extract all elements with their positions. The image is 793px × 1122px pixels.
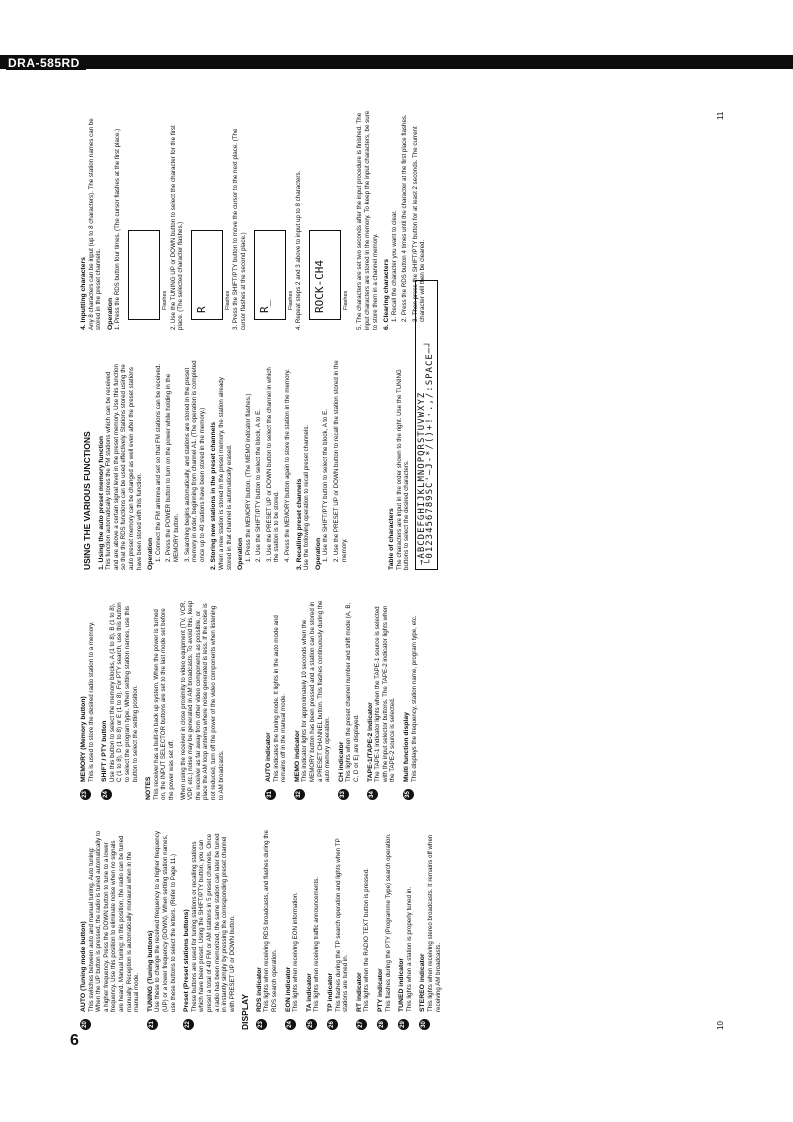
column-3 — [80, 340, 438, 570]
char-row-2: └0123456789SC'–J-*/()+!·.,/:SPACE─┘ — [424, 340, 435, 565]
list-item — [80, 830, 141, 1030]
step-line: 1. Press the MEMORY button. (The MEMO indicator flashes.) — [244, 393, 252, 562]
s1-title: 1. Using the auto preset memory function — [97, 435, 105, 570]
display-box — [128, 230, 160, 320]
s3-title: 3. Recalling preset channels — [295, 478, 303, 570]
step-line: 3. Then press the SHIFT/PTY button for at least 2 seconds. The current character will then be cleared. — [411, 126, 427, 322]
step-line: 2. Use the SHIFT/PTY button to select the block, A to E. — [255, 409, 263, 562]
char-row-1: →ABCDEFGHIJKLMNOPQRSTUVWXYZ — [417, 391, 427, 565]
list-item — [285, 830, 300, 1030]
item-text: This lights when the preset channel number and shift mode (A, B, C, D or E) are displayed. — [345, 602, 361, 782]
list-item — [338, 600, 361, 800]
functions-title: USING THE VARIOUS FUNCTIONS — [82, 431, 92, 570]
item-text: This lights when receiving RDS broadcasts, and flashes during the RDS search operation. — [263, 830, 279, 1012]
item-text: This lights when the RADIO TEXT button is pressed. — [363, 868, 371, 1012]
page-number: 6 — [70, 1032, 79, 1049]
item-title: AUTO (Tuning mode button) — [80, 921, 87, 1012]
step-line: 3. Use the PRESET UP or DOWN button to select the channel in which the station is to be stored. — [265, 367, 281, 562]
list-item — [377, 830, 392, 1030]
item-text: Use these to change the received frequency to a higher frequency (UP) or a lower frequency (DOWN). When setting station names, use these buttons to select the letters. (Refer to Page 11.) — [154, 831, 177, 1012]
list-item — [398, 830, 413, 1030]
item-title: TP indicator — [327, 972, 335, 1012]
op-title-4: Operation — [106, 297, 114, 330]
s2-title: 2. Storing new stations in the preset channels — [210, 421, 218, 570]
flashes-label: Flashes — [287, 290, 294, 310]
number-bullet: 34 — [367, 789, 378, 800]
op-title-3: Operation — [314, 537, 322, 570]
number-bullet: 31 — [265, 789, 276, 800]
number-bullet: 23 — [256, 1019, 267, 1030]
number-bullet: 25 — [306, 1019, 317, 1030]
number-bullet: 27 — [356, 1019, 367, 1030]
number-bullet: 26 — [327, 1019, 338, 1030]
item-text: This lights when receiving traffic announcements. — [313, 876, 321, 1012]
list-item — [419, 830, 442, 1030]
list-item — [306, 830, 321, 1030]
flashes-label: Flashes — [224, 290, 231, 310]
step-line: 2. Press the POWER button to turn on the power while holding in the MEMORY button. — [165, 373, 180, 562]
display-box — [191, 230, 223, 320]
number-bullet: 29 — [398, 1019, 409, 1030]
s4-text: Any 8 characters can be input (up to 8 characters). The station names can be stored in the preset channels. — [87, 118, 103, 330]
s5-text: 5. The characters are set two seconds after the input procedure is finished. The input characters are stored in the memory. To keep the input characters, be sure to store them in a channel memory. — [356, 110, 379, 330]
step-line: 3. Searching begins automatically, and stations are stored in the preset memory in order, beginning from channel A1. (The operation is completed once up to 40 stations have been stored in the memory.) — [183, 360, 206, 562]
list-item — [403, 600, 418, 800]
item-title: AUTO indicator — [265, 732, 273, 782]
number-bullet: 28 — [377, 1019, 388, 1030]
header-bar — [0, 55, 793, 69]
flashes-label: Flashes — [342, 290, 349, 310]
display-box — [254, 230, 286, 320]
item-text: This lights when a station is properly tuned in. — [405, 886, 413, 1012]
step-line: 2. Use the TUNING UP or DOWN button to select the character for the first place. (The selected character flashes.) — [169, 125, 185, 330]
item-title: TA indicator — [305, 973, 313, 1012]
display-text: ROCK-CH4 — [312, 260, 326, 313]
item-text: This lights when receiving stereo broadcasts. It remains off when receiving AM broadcasts. — [426, 834, 442, 1012]
item-text: This displays the frequency, station name, program type, etc. — [410, 615, 418, 782]
item-text: This is used to store the desired radio station to a memory. — [87, 621, 95, 782]
item-text: This indicates the tuning mode. It lights in the auto mode and remains off in the manual mode. — [272, 615, 288, 782]
display-title: DISPLAY — [240, 993, 251, 1030]
column-2 — [80, 600, 424, 800]
item-title: EON indicator — [284, 966, 292, 1012]
number-bullet: 20 — [80, 1019, 91, 1030]
number-bullet: 22 — [183, 1019, 194, 1030]
number-bullet: 24 — [285, 1019, 296, 1030]
item-title: TUNING (Tuning buttons) — [146, 930, 154, 1012]
item-title: MEMO indicator — [293, 730, 301, 782]
number-bullet: 30 — [419, 1019, 430, 1030]
s4-title: 4. Inputting characters — [80, 257, 87, 330]
item-title: RT indicator — [355, 972, 363, 1012]
s2-text: When a new station is stored in the preset memory, the station already stored in that channel is automatically erased. — [217, 377, 233, 570]
table-title: Table of characters — [388, 508, 396, 570]
note-text: When using the receiver in close proximity to video equipment (TV, VCR, VDP, etc.) noise may be generated in AM broadcasts. To avoid this, keep the receiver as far away from other video components as possible, or place the AM loop antenna where noise generated is less. If the noise is not reduced, turn off the power of the video components when listening to AM broadcasts. — [179, 600, 225, 800]
model-title: DRA-585RD — [6, 56, 86, 70]
number-bullet: 35 — [403, 789, 414, 800]
s6-title: 6. Clearing characters — [383, 258, 391, 330]
number-bullet: 21 — [147, 1019, 158, 1030]
note-text: This receiver has a built-in back up system. When the power is turned on, the INPUT SELECTOR buttons are set to the last mode set before the power was set off. — [152, 608, 175, 800]
page-number-10: 10 — [716, 1021, 725, 1030]
step-line: 1. Connect the FM antenna and set so that FM stations can be received. — [154, 363, 162, 562]
item-text: These buttons are used for tuning stations or recalling stations which have been preset. Using the SHIFT/PTY button, you can preset a total of 40 FM or AM stations in 5 preset channels. Once a radio has been memorized, the same station can later be tuned in instantly simply by pressing the corresponding preset channel with PRESET UP or DOWN button. — [190, 833, 236, 1012]
table-text: The characters are input in the order shown to the right. Use the TUNING buttons to select the desired characters. — [395, 369, 411, 570]
list-item — [367, 600, 397, 800]
list-item — [147, 830, 177, 1030]
step-line: 4. Press the MEMORY button again to store the station in the memory. — [284, 369, 292, 562]
item-title: RDS indicator — [255, 967, 263, 1012]
op-title-1: Operation — [147, 537, 155, 570]
display-text: R — [194, 306, 208, 313]
number-bullet: 33 — [338, 789, 349, 800]
step-line: 3. Press the SHIFT/PTY button to move the cursor to the next place. (The cursor flashes at the second place.) — [232, 128, 247, 330]
item-title: Multi function display — [403, 712, 410, 782]
item-title: STEREO indicator — [419, 953, 427, 1012]
notes-title: NOTES — [145, 776, 153, 800]
item-title: TAPE-1/TAPE-2 indicator — [366, 702, 374, 782]
rotated-manual-page — [80, 90, 740, 1050]
column-1 — [80, 830, 448, 1030]
list-item — [265, 600, 288, 800]
column-4 — [80, 110, 430, 330]
item-title: SHIFT / PTY button — [101, 720, 109, 782]
number-bullet: 23 — [80, 789, 91, 800]
list-item — [294, 600, 332, 800]
step-line: 4. Repeat steps 2 and 3 above to input up to 8 characters. — [295, 170, 303, 330]
item-text: This flashes during the TP search operation and lights when TP stations are tuned in. — [334, 838, 350, 1012]
page-number-11: 11 — [716, 111, 725, 120]
item-title: TUNED indicator — [398, 957, 406, 1012]
number-bullet: 24 — [101, 789, 112, 800]
list-item — [327, 830, 350, 1030]
item-title: Preset (Preset stations buttons) — [183, 909, 191, 1012]
item-title: MEMORY (Memory button) — [80, 696, 87, 782]
s3-text: Use the following operation to recall preset channels. — [303, 424, 311, 570]
display-box — [309, 230, 341, 320]
op-title-2: Operation — [237, 537, 245, 570]
display-text: R_ — [257, 299, 271, 313]
list-item — [183, 830, 236, 1030]
list-item — [256, 830, 279, 1030]
step-line: 1. Press the RDS button four times. (The cursor flashes at the first place.) — [114, 128, 122, 330]
item-text: This indicator lights for approximately 10 seconds when the MEMORY button has been pressed and a station can be stored in a PRESET CHANNEL button. This flashes continuously during the auto memory operation. — [301, 600, 332, 782]
s1-text: This function automatically stores the FM stations which can be received and are above a certain signal level in the preset memory. Use this function so that the RDS functions can be used effectively. Stations stored using the auto preset memory can be changed as well even after the preset stations have been stored with this function. — [105, 364, 143, 570]
item-text: This lights when receiving EON information. — [292, 891, 300, 1012]
list-item — [356, 830, 371, 1030]
flashes-label: Flashes — [161, 290, 168, 310]
item-text: Use this button to select the memory blocks, A (1 to 8), B (1 to 8), C (1 to 8), D (1 to 8) or E (1 to 8). For PTY search, use this button to select the program type. When setting station names, use this button to select the setting position. — [108, 602, 139, 782]
item-text: The TAPE-1 indicator lights when the TAPE-1 source is selected with the input selector buttons. The TAPE-2 indicator lights when the TAPE-2 source is selected. — [374, 605, 397, 782]
item-title: PTY indicator — [377, 968, 384, 1012]
item-text: This flashes during the PTY (Programme Type) search operation. — [384, 833, 392, 1012]
step-line: 2. Use the PRESET UP or DOWN button to recall the station stored in the memory. — [333, 360, 348, 562]
step-line: 2. Press the RDS button 4 times until the character at the first place flashes. — [401, 114, 409, 322]
item-title: CH indicator — [337, 741, 345, 782]
step-line: 1. Use the SHIFT/PTY button to select the block, A to E. — [322, 409, 330, 562]
list-item — [80, 600, 95, 800]
number-bullet: 32 — [294, 789, 305, 800]
step-line: 1. Recall the character you want to clear. — [390, 210, 398, 322]
list-item — [101, 600, 139, 800]
item-text: This switches between auto and manual tuning. Auto tuning: When the UP button is pressed, the radio is tuned automatically to a higher frequency. Press the DOWN button to tune to a lower frequency. Use this position to eliminate noise when no signals are heard. Manual tuning: in this position, the radio can be tuned manually. Reception is automatically monaural when in the manual mode. — [87, 830, 141, 1012]
